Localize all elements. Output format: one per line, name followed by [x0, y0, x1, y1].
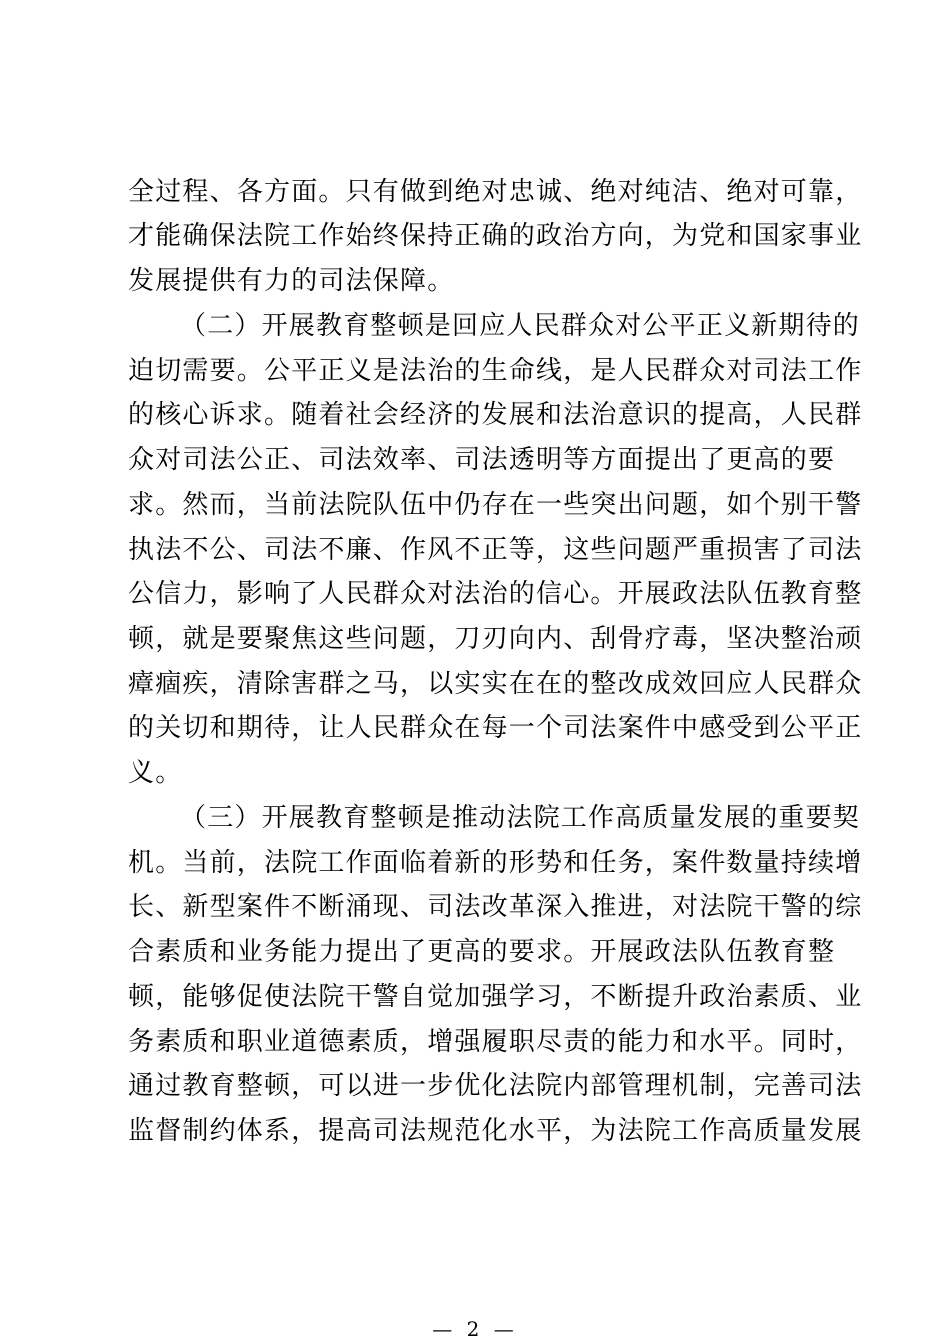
page-number: — 2 — — [432, 1317, 518, 1341]
text-line: 通过教育整顿，可以进一步优化法院内部管理机制，完善司法 — [128, 1071, 863, 1101]
text-line: 求。然而，当前法院队伍中仍存在一些突出问题，如个别干警 — [128, 490, 863, 520]
text-line: （二）开展教育整顿是回应人民群众对公平正义新期待的 — [180, 311, 861, 341]
text-line: 众对司法公正、司法效率、司法透明等方面提出了更高的要 — [128, 445, 836, 475]
text-line: 的关切和期待，让人民群众在每一个司法案件中感受到公平正 — [128, 713, 863, 743]
text-line: 发展提供有力的司法保障。 — [128, 266, 455, 296]
text-line: 长、新型案件不断涌现、司法改革深入推进，对法院干警的综 — [128, 892, 863, 922]
text-line: 公信力，影响了人民群众对法治的信心。开展政法队伍教育整 — [128, 579, 863, 609]
text-line: （三）开展教育整顿是推动法院工作高质量发展的重要契 — [180, 803, 861, 833]
text-line: 务素质和职业道德素质，增强履职尽责的能力和水平。同时， — [128, 1027, 863, 1057]
text-line: 的核心诉求。随着社会经济的发展和法治意识的提高，人民群 — [128, 400, 863, 430]
text-line: 顿，就是要聚焦这些问题，刀刃向内、刮骨疗毒，坚决整治顽 — [128, 624, 863, 654]
text-line: 全过程、各方面。只有做到绝对忠诚、绝对纯洁、绝对可靠， — [128, 177, 863, 207]
text-line: 义。 — [128, 758, 183, 788]
text-line: 合素质和业务能力提出了更高的要求。开展政法队伍教育整 — [128, 937, 836, 967]
text-line: 监督制约体系，提高司法规范化水平，为法院工作高质量发展 — [128, 1116, 863, 1146]
text-line: 机。当前，法院工作面临着新的形势和任务，案件数量持续增 — [128, 848, 863, 878]
text-line: 顿，能够促使法院干警自觉加强学习，不断提升政治素质、业 — [128, 982, 863, 1012]
text-line: 迫切需要。公平正义是法治的生命线，是人民群众对司法工作 — [128, 356, 863, 386]
text-line: 才能确保法院工作始终保持正确的政治方向，为党和国家事业 — [128, 221, 863, 251]
text-line: 执法不公、司法不廉、作风不正等，这些问题严重损害了司法 — [128, 535, 863, 565]
text-line: 瘴痼疾，清除害群之马，以实实在在的整改成效回应人民群众 — [128, 669, 863, 699]
